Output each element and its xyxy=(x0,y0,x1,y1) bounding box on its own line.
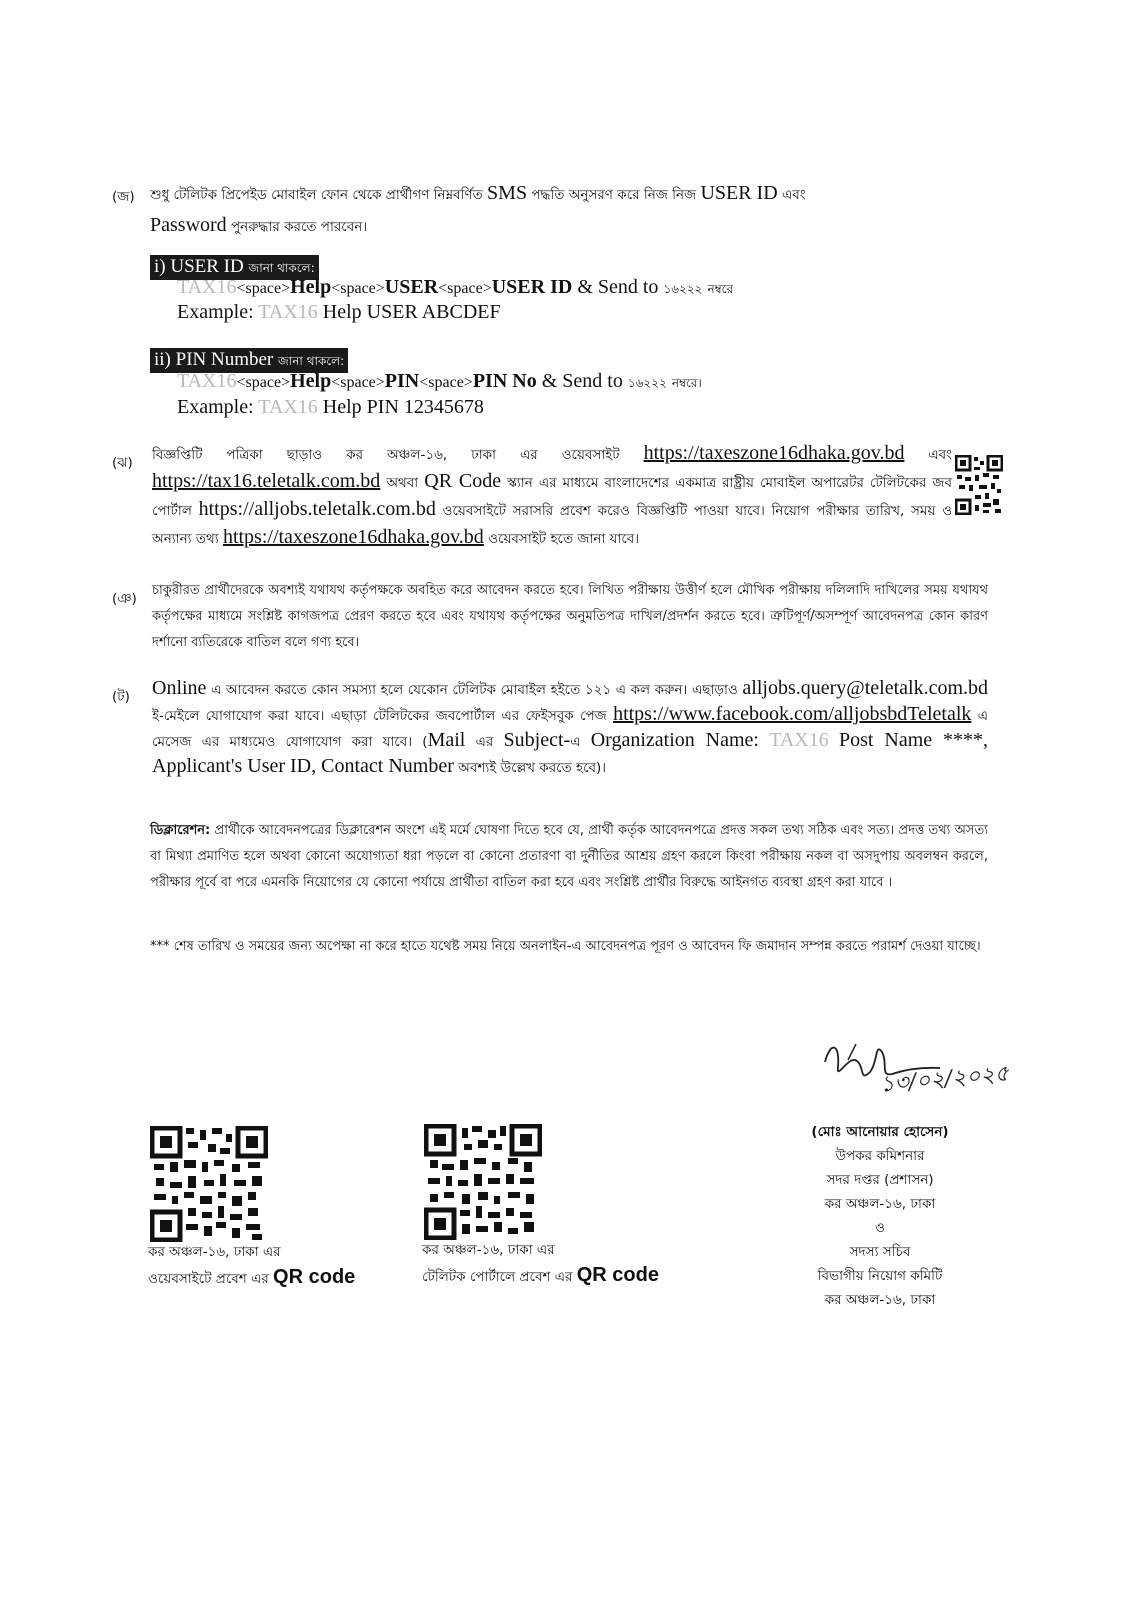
declaration-text: প্রার্থীকে আবেদনপত্রের ডিক্লারেশন অংশে এই মর্মে ঘোষণা দিতে হবে যে, প্রার্থী কর্তৃক আবেদনপত্রে প্রদত্ত সকল তথ্য সঠিক এবং সত্য। প্রদত্ত তথ্য অসত্য বা মিথ্যা প্রমাণিত হলে অথবা কোনো অযোগ্যতা ধরা পড়লে বা কোনো প্রতারণা বা দুর্নীতির আশ্রয় গ্রহণ করলে কিংবা পরীক্ষায় নকল বা অসদুপায় অবলম্বন করলে, পরীক্ষার পূর্বে বা পরে এমনকি নিয়োগের যে কোনো পর্যায়ে প্রার্থীতা বাতিল করা হবে এবং সংশ্লিষ্ট প্রার্থীর বিরুদ্ধে আইনগত ব্যবস্থা গ্রহণ করা যাবে । xyxy=(150,823,988,890)
user-id-example xyxy=(177,301,501,324)
sms-text-4: পুনরুদ্ধার করতে পারবেন। xyxy=(230,219,368,235)
sms-text-2: পদ্ধতি অনুসরণ করে নিজ নিজ xyxy=(531,187,697,203)
help-keyword: Help xyxy=(290,370,332,392)
signatory-title-6: কর অঞ্চল-১৬, ঢাকা xyxy=(824,1292,936,1308)
alljobs-link[interactable]: https://alljobs.teletalk.com.bd xyxy=(198,498,436,520)
employed-candidates-notice: চাকুরীরত প্রার্থীদেরকে অবশ্যই যথাযথ কর্তৃপক্ষকে অবহিত করে আবেদন করতে হবে। লিখিত পরীক্ষায় উত্তীর্ণ হলে মৌখিক পরীক্ষায় দলিলাদি দাখিলের সময় যথাযথ কর্তৃপক্ষের মাধ্যমে সংশ্লিষ্ট কাগজপত্র প্রেরণ করতে হবে এবং যথাযথ কর্তৃপক্ষের অনুমতিপত্র দাখিল/প্রদর্শন করতে হবে। ত্রুটিপূর্ণ/অসম্পূর্ণ আবেদনপত্র কোন কারণ দর্শানো ব্যতিরেকে বাতিল বলে গণ্য হবে। xyxy=(152,583,988,650)
org-name-label: Organization Name: xyxy=(590,729,759,751)
pin-keyword: PIN xyxy=(384,370,420,392)
pin-heading-bn: জানা থাকলে: xyxy=(278,354,345,368)
signatory-title-1: উপকর কমিশনার xyxy=(835,1148,925,1164)
teletalk-qr-code xyxy=(424,1124,542,1240)
userid-term: USER ID xyxy=(700,182,778,204)
signatory-title-4: সদস্য সচিব xyxy=(849,1244,911,1260)
ta-text-3: এ মেসেজ এর মাধ্যমেও যোগাযোগ করা যাবে। ( xyxy=(152,708,989,750)
handwritten-signature xyxy=(820,1032,1020,1107)
sms-number-suffix: নম্বরে xyxy=(707,282,734,296)
jh-text-4: স্ক্যান এর মাধ্যমে বাংলাদেশের একমাত্র রাষ্ট্রীয় মোবাইল অপারেটর টেলিটকের জব পোর্টাল xyxy=(152,475,952,519)
online-term: Online xyxy=(152,677,207,699)
ta-text-5: এ xyxy=(570,734,581,750)
ta-text-2: ই-মেইলে যোগাযোগ করা যাবে। এছাড়া টেলিটকের জবপোর্টাল এর ফেইসবুক পেজ xyxy=(152,708,607,724)
jh-text-2: এবং xyxy=(928,447,952,463)
jh-text-3: অথবা xyxy=(386,475,419,491)
signatory-title-2: সদর দপ্তর (প্রশাসন) xyxy=(826,1172,934,1188)
post-name-info: Post Name ****, Applicant's User ID, Contact Number xyxy=(152,729,989,777)
deadline-advice: *** শেষ তারিখ ও সময়ের জন্য অপেক্ষা না করে হাতে যথেষ্ট সময় নিয়ে অনলাইন-এ আবেদনপত্র পূরণ ও আবেদন ফি জমাদান সম্পন্ন করতে পরামর্শ দেওয়া যাচ্ছে। xyxy=(150,939,981,954)
pin-example xyxy=(177,396,484,419)
space-token: <space> xyxy=(236,280,291,297)
website-qr-caption xyxy=(148,1240,355,1292)
qr-code-term: QR Code xyxy=(424,470,502,492)
jh-text-5: ওয়েবসাইটে সরাসরি প্রবেশ করেও বিজ্ঞপ্তিটি পাওয়া যাবে। নিয়োগ পরীক্ষার তারিখ, সময় ও অন্যান্য তথ্য xyxy=(152,503,953,547)
teletalk-qr-label: QR code xyxy=(576,1264,659,1286)
pin-heading-en: ii) PIN Number xyxy=(154,349,274,370)
subject-term: Subject- xyxy=(503,729,571,751)
website-qr-label: QR code xyxy=(273,1266,356,1288)
signatory-title-5: বিভাগীয় নিয়োগ কমিটি xyxy=(817,1268,943,1284)
declaration-paragraph xyxy=(150,818,988,896)
item-marker-j: (জ) xyxy=(112,189,135,205)
user-id-sms-format xyxy=(177,276,733,301)
teletalk-qr-caption-line1: কর অঞ্চল-১৬, ঢাকা এর xyxy=(422,1242,555,1258)
space-token: <space> xyxy=(419,374,473,391)
teletalk-qr-caption-line2: টেলিটক পোর্টালে প্রবেশ এর xyxy=(422,1269,573,1285)
item-marker-nio: (ঞ) xyxy=(112,591,137,607)
declaration-label: ডিক্লারেশন: xyxy=(150,823,211,838)
example-prefix: TAX16 xyxy=(258,301,318,323)
small-qr-code xyxy=(955,455,1003,515)
space-token: <space> xyxy=(331,374,385,391)
sms-number: ১৬২২২ xyxy=(627,376,667,390)
jh-text-1: বিজ্ঞপ্তিটি পত্রিকা ছাড়াও কর অঞ্চল-১৬, ঢাকা এর ওয়েবসাইট xyxy=(152,447,620,463)
ta-text-1: এ আবেদন করতে কোন সমস্যা হলে যেকোন টেলিটক মোবাইল হইতে ১২১ এ কল করুন। এছাড়াও xyxy=(211,682,738,698)
small-qr-icon xyxy=(955,455,1003,515)
sms-text-1: শুধু টেলিটক প্রিপেইড মোবাইল ফোন থেকে প্রার্থীগণ নিম্নবর্ণিত xyxy=(150,187,483,203)
example-label: Example: xyxy=(177,396,254,418)
teletalk-tax-link[interactable]: https://tax16.teletalk.com.bd xyxy=(152,470,381,492)
signatory-name: (মোঃ আনোয়ার হোসেন) xyxy=(811,1124,949,1140)
website-qr-code xyxy=(150,1126,268,1242)
website-qr-icon xyxy=(150,1126,268,1242)
password-term: Password xyxy=(150,214,227,236)
sms-instruction xyxy=(150,178,1010,242)
support-email[interactable]: alljobs.query@teletalk.com.bd xyxy=(742,677,988,699)
space-token: <space> xyxy=(438,280,492,297)
space-token: <space> xyxy=(236,374,291,391)
example-prefix: TAX16 xyxy=(258,396,318,418)
signatory-title-3: কর অঞ্চল-১৬, ঢাকা xyxy=(824,1196,936,1212)
pinno-keyword: PIN No xyxy=(472,370,537,392)
user-keyword: USER xyxy=(384,276,439,298)
website-qr-caption-line1: কর অঞ্চল-১৬, ঢাকা এর xyxy=(148,1244,281,1260)
pin-sms-format xyxy=(177,370,702,395)
handwritten-date: ১৩/০২/২০২৫ xyxy=(879,1061,1010,1098)
signatory-and: ও xyxy=(875,1220,885,1236)
facebook-page-link[interactable]: https://www.facebook.com/alljobsbdTeletalk xyxy=(613,703,972,725)
item-marker-jh: (ঝ) xyxy=(112,455,133,471)
send-to-text: & Send to xyxy=(541,370,623,392)
sms-number-suffix: নম্বরে। xyxy=(671,376,702,390)
sms-prefix: TAX16 xyxy=(177,370,237,392)
online-support-info xyxy=(152,676,988,780)
user-id-heading-bn: জানা থাকলে: xyxy=(248,261,315,275)
tax-website-link-2[interactable]: https://taxeszone16dhaka.gov.bd xyxy=(222,526,484,548)
sms-term: SMS xyxy=(487,182,528,204)
signatory-block xyxy=(770,1120,990,1312)
circular-availability xyxy=(152,440,952,552)
example-label: Example: xyxy=(177,301,254,323)
mail-term: Mail xyxy=(427,729,466,751)
sms-number: ১৬২২২ xyxy=(663,282,703,296)
space-token: <space> xyxy=(331,280,385,297)
example-rest: Help USER ABCDEF xyxy=(322,301,501,323)
user-id-heading-en: i) USER ID xyxy=(154,256,244,277)
userid-keyword: USER ID xyxy=(491,276,573,298)
sms-text-3: এবং xyxy=(781,187,806,203)
sms-prefix: TAX16 xyxy=(177,276,237,298)
help-keyword: Help xyxy=(290,276,332,298)
tax-website-link[interactable]: https://taxeszone16dhaka.gov.bd xyxy=(643,442,905,464)
teletalk-qr-caption xyxy=(422,1238,659,1290)
ta-text-6: অবশ্যই উল্লেখ করতে হবে)। xyxy=(458,760,607,776)
send-to-text: & Send to xyxy=(577,276,659,298)
website-qr-caption-line2: ওয়েবসাইটে প্রবেশ এর xyxy=(148,1271,269,1287)
ta-text-4: এর xyxy=(475,734,494,750)
teletalk-qr-icon xyxy=(424,1124,542,1240)
org-name-value: TAX16 xyxy=(769,729,829,751)
item-marker-ta: (ট) xyxy=(112,689,130,705)
example-rest: Help PIN 12345678 xyxy=(322,396,484,418)
jh-text-6: ওয়েবসাইট হতে জানা যাবে। xyxy=(488,531,640,547)
